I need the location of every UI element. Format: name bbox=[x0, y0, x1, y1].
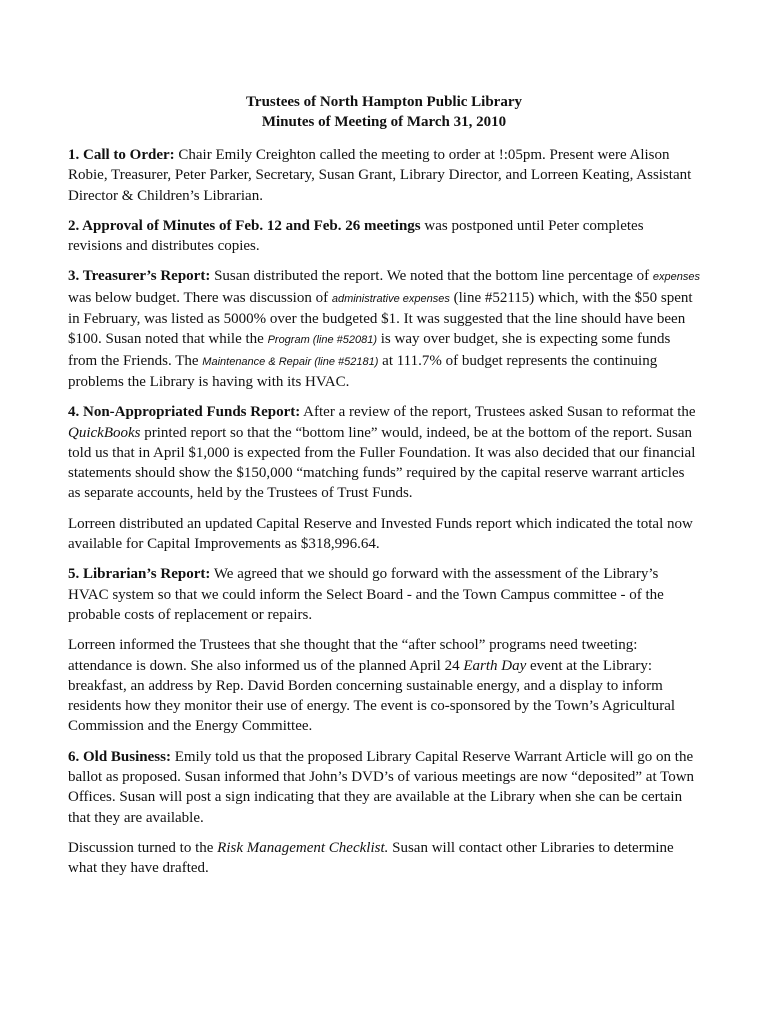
section-heading: 3. Treasurer’s Report: bbox=[68, 268, 211, 285]
paragraph-text: Discussion turned to the bbox=[68, 839, 218, 856]
section-text: is way over budget, she is expecting some funds from the Friends. The bbox=[68, 331, 671, 369]
section-non-appropriated-funds bbox=[68, 402, 700, 503]
section-text: printed report so that the “bottom line” would, indeed, be at the bottom of the report. Susan told us that in April $1,000 is expected from the Fuller Foundation. It was also decided that our financial statements should show the $150,000 “matching funds” required by the capital reserve warrant articles as separate accounts, held by the Trustees of Trust Funds. bbox=[68, 424, 696, 502]
section-treasurers-report bbox=[68, 266, 700, 392]
section-heading: 4. Non-Appropriated Funds Report: bbox=[68, 404, 301, 421]
section-heading: 6. Old Business: bbox=[68, 748, 171, 765]
budget-line-reference: Maintenance & Repair (line #52181) bbox=[202, 355, 379, 368]
section-text: After a review of the report, Trustees asked Susan to reformat the bbox=[300, 404, 696, 421]
section-old-business bbox=[68, 747, 700, 828]
section-text: Susan distributed the report. We noted that the bottom line percentage of bbox=[210, 268, 653, 285]
section-text: (line #52115) which, with the $50 spent in February, was listed as 5000% over the budgeted $1. It was suggested that the line should have been $100. Susan noted that while the bbox=[68, 289, 693, 348]
section-text: was below budget. There was discussion of bbox=[68, 289, 332, 306]
section-text: Emily told us that the proposed Library Capital Reserve Warrant Article will go on the ballot as proposed. Susan informed that John’s DVD’s of various meetings are now “deposited” at Town Offices. Susan will post a sign indicating that they are available at the Library when she can be certain that they are available. bbox=[68, 748, 695, 826]
title-line-2: Minutes of Meeting of March 31, 2010 bbox=[261, 114, 507, 130]
checklist-name: Risk Management Checklist. bbox=[217, 839, 389, 856]
section-approval-of-minutes bbox=[68, 216, 700, 257]
budget-line-reference: Program (line #52081) bbox=[267, 334, 378, 347]
document-title bbox=[68, 92, 700, 132]
section-text: Chair Emily Creighton called the meeting to order at !:05pm. Present were Alison Robie, Treasurer, Peter Parker, Secretary, Susan Grant, Library Director, and Lorreen Keating, Assistant Director & Children’s Librarian. bbox=[68, 147, 692, 204]
paragraph-text: Lorreen informed the Trustees that she thought that the “after school” programs need tweeting: attendance is down. She also informed us of the planned April 24 bbox=[68, 637, 638, 674]
earth-day-paragraph bbox=[68, 635, 700, 736]
budget-line-reference: administrative expenses bbox=[331, 292, 450, 305]
event-name: Earth Day bbox=[463, 657, 527, 674]
paragraph-text: event at the Library: breakfast, an address by Rep. David Borden concerning sustainable energy, and a display to inform residents how they monitor their use of energy. The event is co-sponsored by the Town’s Agricultural Commission and the Energy Committee. bbox=[68, 657, 676, 735]
capital-reserve-paragraph bbox=[68, 514, 700, 555]
section-heading: 2. Approval of Minutes of Feb. 12 and Feb. 26 meetings bbox=[68, 217, 421, 234]
risk-management-paragraph bbox=[68, 838, 700, 879]
software-name: QuickBooks bbox=[68, 424, 141, 441]
paragraph-text: Lorreen distributed an updated Capital Reserve and Invested Funds report which indicated the total now available for Capital Improvements as $318,996.64. bbox=[68, 515, 693, 553]
section-call-to-order bbox=[68, 145, 700, 206]
paragraph-text: Susan will contact other Libraries to determine what they have drafted. bbox=[68, 839, 674, 877]
title-line-1: Trustees of North Hampton Public Library bbox=[246, 94, 522, 110]
section-heading: 5. Librarian’s Report: bbox=[68, 566, 211, 583]
section-heading: 1. Call to Order: bbox=[68, 147, 175, 163]
section-librarians-report bbox=[68, 564, 700, 625]
budget-line-reference: expenses bbox=[652, 271, 700, 284]
section-text: at 111.7% of budget represents the continuing problems the Library is having with its HVAC. bbox=[68, 352, 658, 390]
section-text: was postponed until Peter completes revisions and distributes copies. bbox=[68, 217, 644, 255]
section-text: We agreed that we should go forward with the assessment of the Library’s HVAC system so that we could inform the Select Board - and the Town Campus committee - of the probable costs of replacement or repairs. bbox=[68, 566, 664, 623]
